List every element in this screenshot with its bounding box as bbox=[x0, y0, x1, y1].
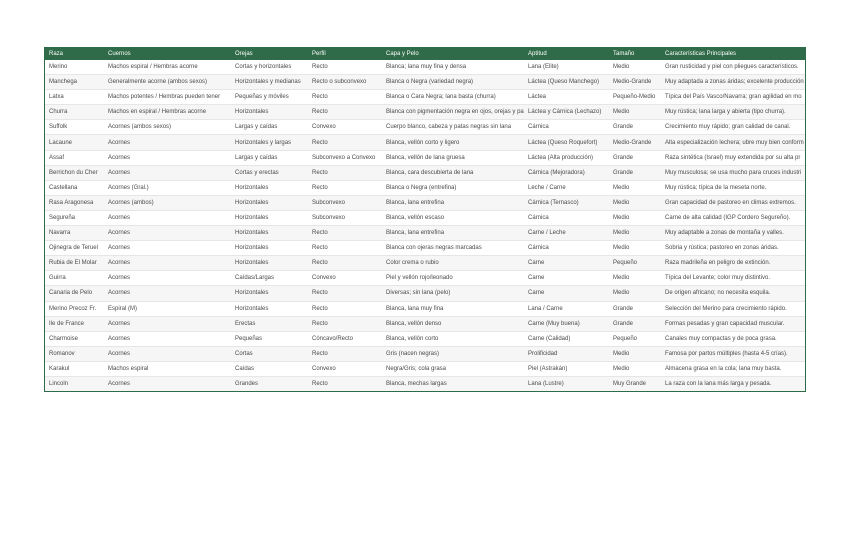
table-cell: Pequeño bbox=[609, 256, 661, 271]
table-cell: Horizontales bbox=[231, 256, 308, 271]
table-cell: Blanca, lana entrefina bbox=[382, 226, 524, 241]
table-cell: Acornes bbox=[104, 271, 231, 286]
table-cell: Machos en espiral / Hembras acorne bbox=[104, 105, 231, 120]
column-header: Perfil bbox=[308, 47, 382, 60]
table-cell: Recto bbox=[308, 165, 382, 180]
table-body bbox=[45, 60, 805, 391]
table-cell: Lana / Carne bbox=[524, 301, 609, 316]
table-cell: Blanca o Negra (variedad negra) bbox=[382, 75, 524, 90]
table-cell: Horizontales bbox=[231, 210, 308, 225]
table-cell: Caídas bbox=[231, 361, 308, 376]
table-cell: Gris (nacen negras) bbox=[382, 346, 524, 361]
table-cell: Horizontales bbox=[231, 226, 308, 241]
table-cell: Piel y vellón rojo/leonado bbox=[382, 271, 524, 286]
table-cell: Assaf bbox=[45, 150, 104, 165]
table-cell: Recto bbox=[308, 346, 382, 361]
table-cell: Manchega bbox=[45, 75, 104, 90]
table-cell: Generalmente acorne (ambos sexos) bbox=[104, 75, 231, 90]
table-cell: Blanca o Cara Negra; lana basta (churra) bbox=[382, 90, 524, 105]
table-cell: Blanca; lana muy fina y densa bbox=[382, 60, 524, 75]
table-cell: Ile de France bbox=[45, 316, 104, 331]
table-cell: Horizontales y medianas bbox=[231, 75, 308, 90]
table-cell: Medio bbox=[609, 286, 661, 301]
table-cell: Horizontales bbox=[231, 301, 308, 316]
table-cell: Prolificidad bbox=[524, 346, 609, 361]
table-row bbox=[45, 256, 805, 271]
table-cell: Acornes bbox=[104, 210, 231, 225]
table-cell: Pequeño-Medio bbox=[609, 90, 661, 105]
table-cell: Recto bbox=[308, 256, 382, 271]
table-cell: Medio bbox=[609, 180, 661, 195]
table-cell: Famosa por partos múltiples (hasta 4-5 crías). bbox=[661, 346, 805, 361]
column-header: Cuernos bbox=[104, 47, 231, 60]
table-cell: Negra/Gris; cola grasa bbox=[382, 361, 524, 376]
table-cell: Carne bbox=[524, 256, 609, 271]
table-cell: Espiral (M) bbox=[104, 301, 231, 316]
table-cell: Típica del Levante; color muy distintivo. bbox=[661, 271, 805, 286]
column-header: Raza bbox=[45, 47, 104, 60]
table-cell: Color crema o rubio bbox=[382, 256, 524, 271]
table-cell: Pequeñas bbox=[231, 331, 308, 346]
table-cell: Blanca o Negra (entrefina) bbox=[382, 180, 524, 195]
table-cell: Acornes bbox=[104, 226, 231, 241]
table-cell: Medio bbox=[609, 271, 661, 286]
table-cell: Acornes bbox=[104, 376, 231, 391]
table-cell: Recto o subconvexo bbox=[308, 75, 382, 90]
table-cell: Suffolk bbox=[45, 120, 104, 135]
table-row bbox=[45, 331, 805, 346]
table-cell: Convexo bbox=[308, 120, 382, 135]
table-row bbox=[45, 241, 805, 256]
table-cell: Lincoln bbox=[45, 376, 104, 391]
table-cell: Acornes bbox=[104, 346, 231, 361]
table-cell: Merino Precoz Fr. bbox=[45, 301, 104, 316]
table-cell: Carne (Calidad) bbox=[524, 331, 609, 346]
table-cell: Pequeñas y móviles bbox=[231, 90, 308, 105]
table-cell: Lacaune bbox=[45, 135, 104, 150]
table-cell: Medio-Grande bbox=[609, 75, 661, 90]
table-cell: Rubia de El Molar bbox=[45, 256, 104, 271]
table-cell: Carne (Muy buena) bbox=[524, 316, 609, 331]
table-cell: Láctea (Queso Manchego) bbox=[524, 75, 609, 90]
table-cell: Muy rústica; típica de la meseta norte. bbox=[661, 180, 805, 195]
table-cell: Típica del País Vasco/Navarra; gran agilidad en mo bbox=[661, 90, 805, 105]
table-cell: Blanca con ojeras negras marcadas bbox=[382, 241, 524, 256]
table-row bbox=[45, 180, 805, 195]
table-cell: Recto bbox=[308, 241, 382, 256]
table-cell: Horizontales bbox=[231, 105, 308, 120]
table-cell: De origen africano; no necesita esquila. bbox=[661, 286, 805, 301]
table-cell: Muy adaptada a zonas áridas; excelente producción bbox=[661, 75, 805, 90]
table-cell: Blanca, vellón corto bbox=[382, 331, 524, 346]
table-cell: Romanov bbox=[45, 346, 104, 361]
table-cell: Pequeño bbox=[609, 331, 661, 346]
table-cell: Merino bbox=[45, 60, 104, 75]
column-header: Capa y Pelo bbox=[382, 47, 524, 60]
table-cell: Convexo bbox=[308, 361, 382, 376]
table-cell: Cárnica bbox=[524, 120, 609, 135]
table-row bbox=[45, 120, 805, 135]
table-cell: Gran capacidad de pastoreo en climas extremos. bbox=[661, 195, 805, 210]
table-cell: Recto bbox=[308, 316, 382, 331]
table-cell: Largas y caídas bbox=[231, 150, 308, 165]
table-cell: Medio bbox=[609, 105, 661, 120]
table-cell: Acornes bbox=[104, 256, 231, 271]
table-cell: Canaria de Pelo bbox=[45, 286, 104, 301]
table-cell: Cortas bbox=[231, 346, 308, 361]
table-cell: Sobria y rústica; pastoreo en zonas áridas. bbox=[661, 241, 805, 256]
table-cell: Láctea bbox=[524, 90, 609, 105]
table-cell: Subconvexo bbox=[308, 195, 382, 210]
table-cell: Medio bbox=[609, 60, 661, 75]
table-cell: Alta especialización lechera; ubre muy bien conform bbox=[661, 135, 805, 150]
table-cell: Blanca, lana muy fina bbox=[382, 301, 524, 316]
table-cell: Cortas y horizontales bbox=[231, 60, 308, 75]
table-cell: Crecimiento muy rápido; gran calidad de canal. bbox=[661, 120, 805, 135]
table-cell: Grande bbox=[609, 316, 661, 331]
table-cell: Láctea y Cárnica (Lechazo) bbox=[524, 105, 609, 120]
table-cell: Medio bbox=[609, 226, 661, 241]
table-cell: Horizontales bbox=[231, 195, 308, 210]
table-cell: Acornes (ambos) bbox=[104, 195, 231, 210]
table-cell: Segureña bbox=[45, 210, 104, 225]
table-cell: Piel (Astrakán) bbox=[524, 361, 609, 376]
table-header-row bbox=[45, 47, 805, 60]
table-cell: Convexo bbox=[308, 271, 382, 286]
table-cell: Navarra bbox=[45, 226, 104, 241]
table-cell: Acornes bbox=[104, 331, 231, 346]
table-cell: Recto bbox=[308, 376, 382, 391]
table-cell: Cárnica bbox=[524, 210, 609, 225]
table-row bbox=[45, 60, 805, 75]
table-cell: Diversas; sin lana (pelo) bbox=[382, 286, 524, 301]
table-cell: Charmoise bbox=[45, 331, 104, 346]
table-row bbox=[45, 361, 805, 376]
table-cell: Subconvexo bbox=[308, 210, 382, 225]
table-cell: Blanca, vellón de lana gruesa bbox=[382, 150, 524, 165]
table-cell: Blanca con pigmentación negra en ojos, orejas y pa bbox=[382, 105, 524, 120]
table-row bbox=[45, 301, 805, 316]
table-cell: Leche / Carne bbox=[524, 180, 609, 195]
table-cell: Berrichon du Cher bbox=[45, 165, 104, 180]
table-cell: Acornes bbox=[104, 135, 231, 150]
table-row bbox=[45, 75, 805, 90]
table-cell: Almacena grasa en la cola; lana muy basta. bbox=[661, 361, 805, 376]
table-cell: Machos potentes / Hembras pueden tener bbox=[104, 90, 231, 105]
table-cell: Grande bbox=[609, 120, 661, 135]
table-row bbox=[45, 105, 805, 120]
column-header: Aptitud bbox=[524, 47, 609, 60]
table-cell: Carne bbox=[524, 286, 609, 301]
table-cell: Machos espiral / Hembras acorne bbox=[104, 60, 231, 75]
table-row bbox=[45, 195, 805, 210]
table-row bbox=[45, 210, 805, 225]
table-cell: Blanca, cara descubierta de lana bbox=[382, 165, 524, 180]
table-cell: Cárnica (Ternasco) bbox=[524, 195, 609, 210]
table-cell: Guirra bbox=[45, 271, 104, 286]
table-cell: Muy rústica; lana larga y abierta (tipo churra). bbox=[661, 105, 805, 120]
table-cell: Grandes bbox=[231, 376, 308, 391]
table-cell: Recto bbox=[308, 135, 382, 150]
table-cell: Acornes bbox=[104, 241, 231, 256]
table-cell: Lana (Lustre) bbox=[524, 376, 609, 391]
table-row bbox=[45, 286, 805, 301]
table-cell: Acornes (Gral.) bbox=[104, 180, 231, 195]
table-cell: Horizontales bbox=[231, 241, 308, 256]
table-cell: Gran rusticidad y piel con pliegues característicos. bbox=[661, 60, 805, 75]
table-cell: Horizontales bbox=[231, 286, 308, 301]
table-cell: La raza con la lana más larga y pesada. bbox=[661, 376, 805, 391]
table-cell: Blanca, vellón corto y ligero bbox=[382, 135, 524, 150]
table-row bbox=[45, 271, 805, 286]
table-cell: Muy adaptable a zonas de montaña y valles. bbox=[661, 226, 805, 241]
table-cell: Horizontales bbox=[231, 180, 308, 195]
table-row bbox=[45, 346, 805, 361]
table-cell: Selección del Merino para crecimiento rápido. bbox=[661, 301, 805, 316]
table-cell: Láctea (Alta producción) bbox=[524, 150, 609, 165]
table-row bbox=[45, 165, 805, 180]
table-cell: Ojinegra de Teruel bbox=[45, 241, 104, 256]
table-cell: Medio bbox=[609, 195, 661, 210]
table-cell: Caídas/Largas bbox=[231, 271, 308, 286]
table-cell: Blanca, mechas largas bbox=[382, 376, 524, 391]
table-cell: Recto bbox=[308, 286, 382, 301]
table-cell: Acornes bbox=[104, 286, 231, 301]
table-cell: Canales muy compactas y de poca grasa. bbox=[661, 331, 805, 346]
table-cell: Carne de alta calidad (IGP Cordero Segureño). bbox=[661, 210, 805, 225]
table-cell: Acornes bbox=[104, 165, 231, 180]
column-header: Características Principales bbox=[661, 47, 805, 60]
table-cell: Karakul bbox=[45, 361, 104, 376]
table-cell: Castellana bbox=[45, 180, 104, 195]
table-cell: Recto bbox=[308, 180, 382, 195]
table-cell: Recto bbox=[308, 90, 382, 105]
table-cell: Medio bbox=[609, 210, 661, 225]
table-cell: Blanca, vellón denso bbox=[382, 316, 524, 331]
table-cell: Cóncavo/Recto bbox=[308, 331, 382, 346]
table-cell: Blanca, vellón escaso bbox=[382, 210, 524, 225]
table-cell: Largas y caídas bbox=[231, 120, 308, 135]
breed-table-container bbox=[44, 47, 806, 392]
table-cell: Grande bbox=[609, 301, 661, 316]
table-cell: Cuerpo blanco, cabeza y patas negras sin lana bbox=[382, 120, 524, 135]
table-cell: Medio-Grande bbox=[609, 135, 661, 150]
table-cell: Medio bbox=[609, 241, 661, 256]
breed-table bbox=[45, 47, 805, 391]
table-cell: Acornes bbox=[104, 316, 231, 331]
column-header: Tamaño bbox=[609, 47, 661, 60]
table-cell: Recto bbox=[308, 226, 382, 241]
table-cell: Grande bbox=[609, 165, 661, 180]
table-cell: Medio bbox=[609, 346, 661, 361]
table-cell: Machos espiral bbox=[104, 361, 231, 376]
table-cell: Churra bbox=[45, 105, 104, 120]
table-row bbox=[45, 135, 805, 150]
table-cell: Cárnica bbox=[524, 241, 609, 256]
table-cell: Recto bbox=[308, 60, 382, 75]
table-cell: Cortas y erectas bbox=[231, 165, 308, 180]
column-header: Orejas bbox=[231, 47, 308, 60]
table-cell: Medio bbox=[609, 361, 661, 376]
table-cell: Rasa Aragonesa bbox=[45, 195, 104, 210]
table-row bbox=[45, 316, 805, 331]
table-cell: Raza madrileña en peligro de extinción. bbox=[661, 256, 805, 271]
table-cell: Muy musculosa; se usa mucho para cruces industri bbox=[661, 165, 805, 180]
table-cell: Erectas bbox=[231, 316, 308, 331]
table-row bbox=[45, 90, 805, 105]
table-row bbox=[45, 150, 805, 165]
table-cell: Recto bbox=[308, 105, 382, 120]
table-cell: Formas pesadas y gran capacidad muscular. bbox=[661, 316, 805, 331]
table-cell: Cárnica (Mejoradora) bbox=[524, 165, 609, 180]
table-cell: Horizontales y largas bbox=[231, 135, 308, 150]
table-cell: Subconvexo a Convexo bbox=[308, 150, 382, 165]
table-row bbox=[45, 376, 805, 391]
table-cell: Recto bbox=[308, 301, 382, 316]
table-cell: Latxa bbox=[45, 90, 104, 105]
table-cell: Muy Grande bbox=[609, 376, 661, 391]
table-cell: Carne / Leche bbox=[524, 226, 609, 241]
table-cell: Grande bbox=[609, 150, 661, 165]
table-cell: Acornes (ambos sexos) bbox=[104, 120, 231, 135]
table-cell: Acornes bbox=[104, 150, 231, 165]
table-row bbox=[45, 226, 805, 241]
table-cell: Carne bbox=[524, 271, 609, 286]
table-cell: Lana (Elite) bbox=[524, 60, 609, 75]
table-cell: Raza sintética (Israel) muy extendida por su alta pr bbox=[661, 150, 805, 165]
table-cell: Láctea (Queso Roquefort) bbox=[524, 135, 609, 150]
table-cell: Blanca, lana entrefina bbox=[382, 195, 524, 210]
